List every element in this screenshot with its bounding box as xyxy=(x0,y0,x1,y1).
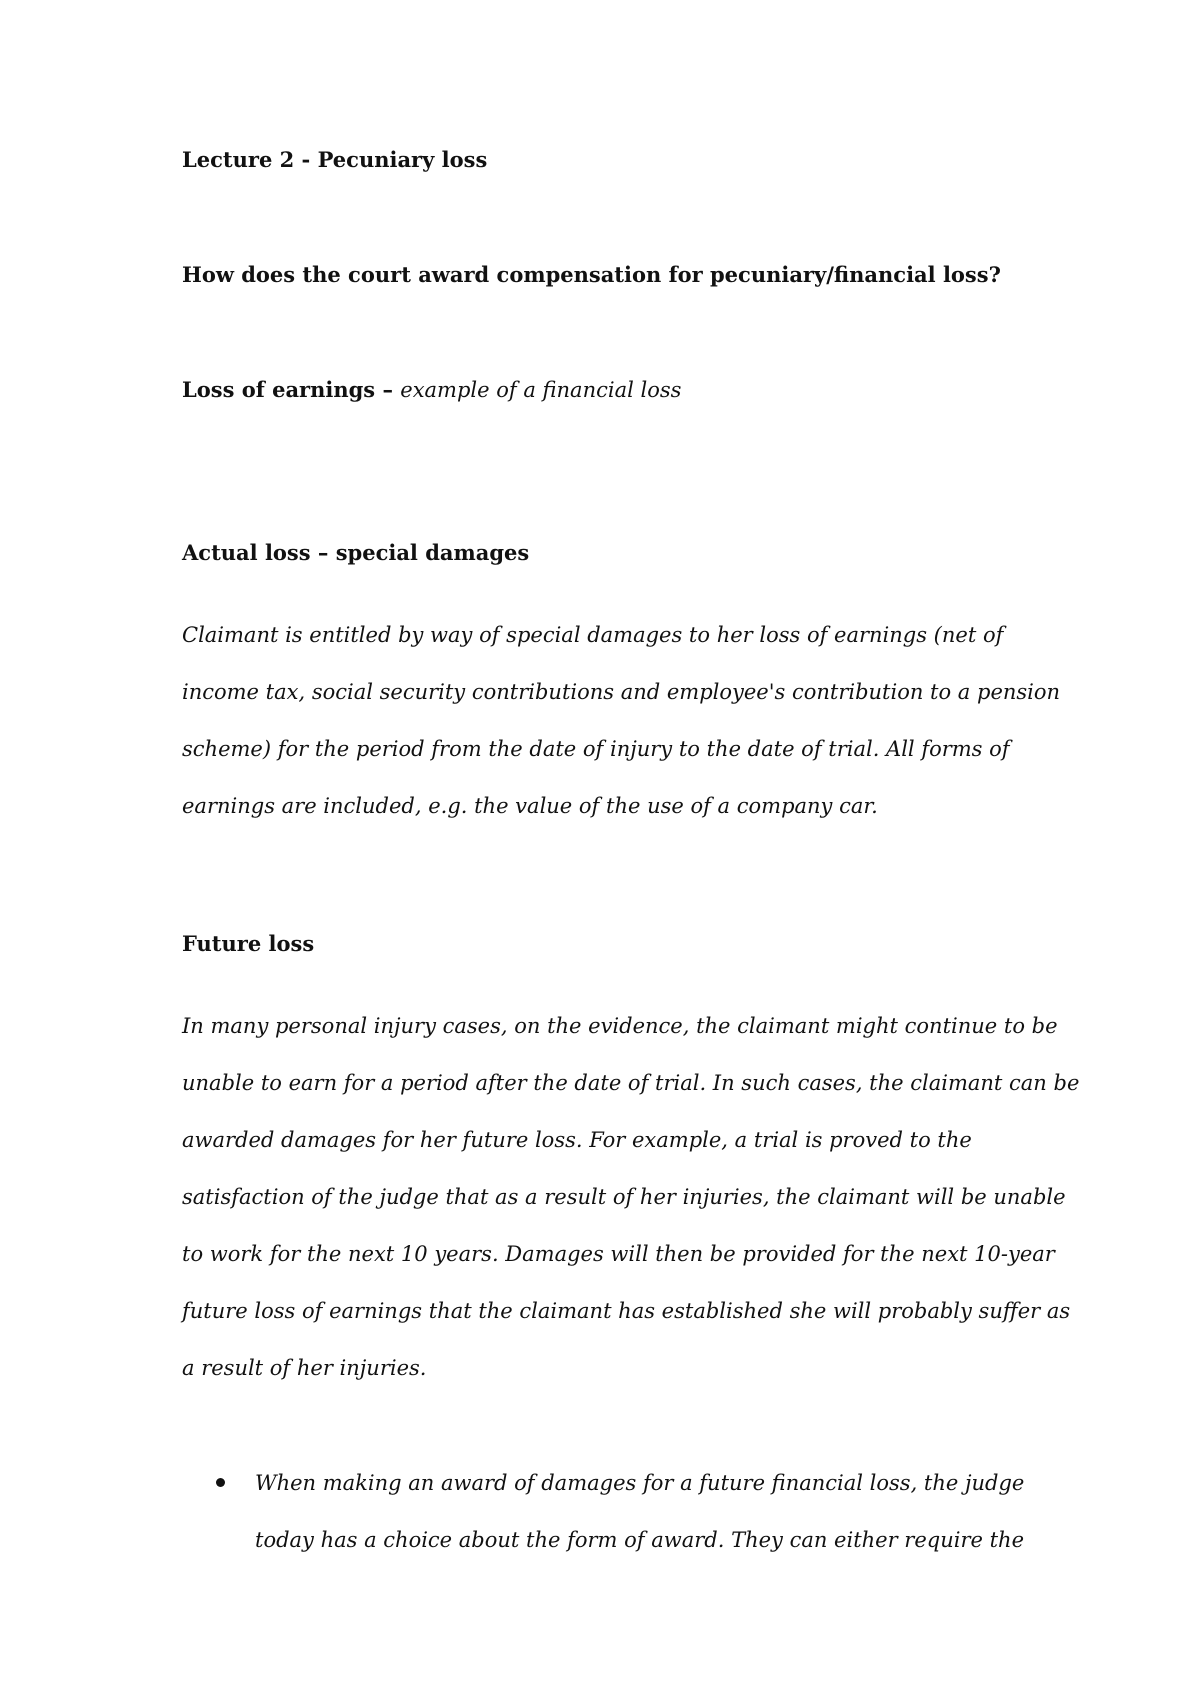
loss-of-earnings-subtitle: example of a financial loss xyxy=(400,378,682,402)
future-loss-text-line: future loss of earnings that the claimant has established she will probably suffer as xyxy=(182,1299,1071,1323)
dash-separator: – xyxy=(375,377,401,402)
bullet-point-icon xyxy=(216,1478,225,1487)
actual-loss-text-line: Claimant is entitled by way of special damages to her loss of earnings (net of xyxy=(182,623,1004,647)
future-loss-text-line: a result of her injuries. xyxy=(182,1356,427,1380)
bullet-text-line: today has a choice about the form of award. They can either require the xyxy=(255,1528,1024,1552)
bullet-text-line: When making an award of damages for a future financial loss, the judge xyxy=(255,1471,1025,1495)
future-loss-text-line: unable to earn for a period after the date of trial. In such cases, the claimant can be xyxy=(182,1071,1080,1095)
future-loss-heading: Future loss xyxy=(182,931,315,956)
actual-loss-heading: Actual loss – special damages xyxy=(182,540,530,565)
future-loss-text-line: awarded damages for her future loss. For example, a trial is proved to the xyxy=(182,1128,972,1152)
question-heading: How does the court award compensation for pecuniary/financial loss? xyxy=(182,262,1001,287)
actual-loss-text-line: earnings are included, e.g. the value of the use of a company car. xyxy=(182,794,878,818)
loss-of-earnings-heading: Loss of earnings xyxy=(182,377,376,402)
document-title: Lecture 2 - Pecuniary loss xyxy=(182,147,488,172)
actual-loss-text-line: scheme) for the period from the date of injury to the date of trial. All forms of xyxy=(182,737,1010,761)
loss-of-earnings-line xyxy=(182,377,681,403)
actual-loss-text-line: income tax, social security contributions and employee's contribution to a pension xyxy=(182,680,1061,704)
future-loss-text-line: In many personal injury cases, on the evidence, the claimant might continue to be xyxy=(182,1014,1058,1038)
future-loss-text-line: to work for the next 10 years. Damages will then be provided for the next 10-year xyxy=(182,1242,1055,1266)
future-loss-text-line: satisfaction of the judge that as a result of her injuries, the claimant will be unable xyxy=(182,1185,1066,1209)
